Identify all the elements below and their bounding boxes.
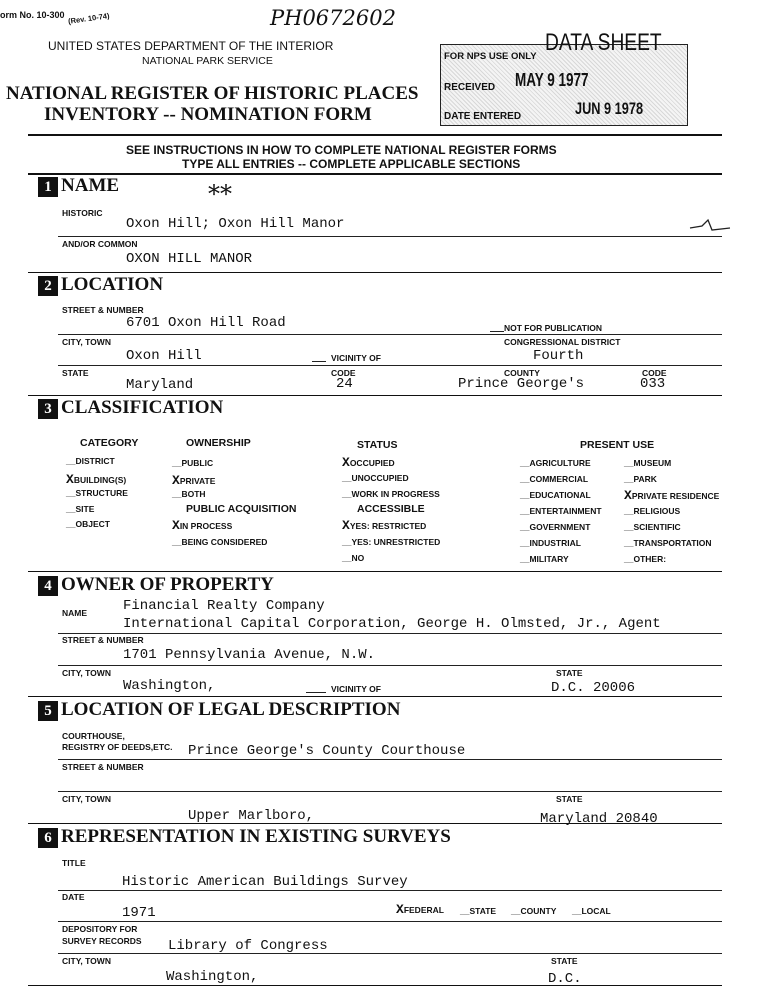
rule [58, 633, 722, 634]
status-unoccupied: __UNOCCUPIED [342, 473, 409, 483]
legal-city-value: Upper Marlboro, [188, 808, 315, 824]
x-mark: X [624, 488, 632, 503]
owner-street-value: 1701 Pennsylvania Avenue, N.W. [123, 647, 376, 663]
rule [58, 759, 722, 760]
state-code-value: 24 [336, 376, 353, 392]
use-park: __PARK [624, 474, 657, 484]
accessible-yes-restricted: XYES: RESTRICTED [342, 518, 427, 533]
common-label: AND/OR COMMON [62, 239, 138, 249]
congressional-district-label: CONGRESSIONAL DISTRICT [504, 337, 621, 347]
category-site: __SITE [66, 504, 95, 514]
section-title-legal-description: LOCATION OF LEGAL DESCRIPTION [61, 699, 401, 720]
section-title-location: LOCATION [61, 274, 164, 295]
county-label: COUNTY [504, 368, 540, 378]
city-label: CITY, TOWN [62, 337, 111, 347]
city-value: Oxon Hill [126, 348, 202, 364]
owner-name-value-2: International Capital Corporation, George H. Olmsted, Jr., Agent [123, 616, 661, 632]
accessible-yes-unrestricted: __YES: UNRESTRICTED [342, 537, 441, 547]
historic-value: Oxon Hill; Oxon Hill Manor [126, 216, 345, 232]
use-educational: __EDUCATIONAL [520, 490, 591, 500]
received-label: RECEIVED [444, 82, 496, 93]
ownership-private: XPRIVATE [172, 473, 216, 488]
owner-name-value-1: Financial Realty Company [123, 598, 325, 614]
status-work-in-progress: __WORK IN PROGRESS [342, 489, 440, 499]
x-mark: X [342, 518, 350, 533]
handwritten-id: PH0672602 [270, 6, 396, 30]
rule [58, 236, 722, 237]
owner-city-value: Washington, [123, 678, 216, 694]
street-value: 6701 Oxon Hill Road [126, 315, 286, 331]
asterisk-annotation: ** [208, 180, 232, 208]
survey-title-label: TITLE [62, 858, 86, 868]
rule [58, 791, 722, 792]
survey-state-value: D.C. [548, 971, 582, 987]
service: NATIONAL PARK SERVICE [142, 55, 273, 67]
x-mark: X [66, 472, 74, 487]
category-heading: CATEGORY [80, 437, 139, 449]
instructions-1: SEE INSTRUCTIONS IN HOW TO COMPLETE NATIONAL REGISTER FORMS [126, 143, 557, 157]
blank [306, 692, 326, 693]
use-transportation: __TRANSPORTATION [624, 538, 712, 548]
form-title-2: INVENTORY -- NOMINATION FORM [44, 104, 372, 125]
rule [58, 953, 722, 954]
accessible-heading: ACCESSIBLE [357, 503, 425, 515]
ownership-both: __BOTH [172, 489, 206, 499]
section-number-6: 6 [38, 828, 58, 848]
section-title-classification: CLASSIFICATION [61, 397, 224, 418]
use-agriculture: __AGRICULTURE [520, 458, 591, 468]
county-code-label: CODE [642, 368, 667, 378]
county-code-value: 033 [640, 376, 666, 392]
survey-city-value: Washington, [166, 969, 259, 985]
common-value: OXON HILL MANOR [126, 251, 253, 267]
section-title-name: NAME [61, 175, 120, 196]
survey-date-label: DATE [62, 892, 85, 902]
courthouse-value: Prince George's County Courthouse [188, 743, 466, 759]
historic-label: HISTORIC [62, 208, 103, 218]
department: UNITED STATES DEPARTMENT OF THE INTERIOR [48, 39, 334, 53]
section-number-2: 2 [38, 276, 58, 296]
header-rule [28, 134, 722, 136]
handwritten-check-mark [688, 216, 732, 236]
form-title-1: NATIONAL REGISTER OF HISTORIC PLACES [6, 83, 419, 104]
use-other: __OTHER: [624, 554, 667, 564]
survey-city-label: CITY, TOWN [62, 956, 111, 966]
category-structure: __STRUCTURE [66, 488, 128, 498]
county-value: Prince George's [458, 376, 585, 392]
rule [58, 665, 722, 666]
owner-street-label: STREET & NUMBER [62, 635, 144, 645]
legal-state-value: Maryland 20840 [540, 811, 658, 827]
vicinity-label: VICINITY OF [331, 353, 381, 363]
section-rule [28, 272, 722, 273]
category-object: __OBJECT [66, 519, 110, 529]
accessible-no: __NO [342, 553, 365, 563]
survey-local: __LOCAL [572, 906, 611, 916]
survey-county: __COUNTY [511, 906, 557, 916]
owner-vicinity-label: VICINITY OF [331, 684, 381, 694]
section-rule [28, 696, 722, 697]
use-entertainment: __ENTERTAINMENT [520, 506, 602, 516]
depository-label-2: SURVEY RECORDS [62, 936, 142, 946]
street-label: STREET & NUMBER [62, 305, 144, 315]
use-religious: __RELIGIOUS [624, 506, 681, 516]
blank [490, 331, 504, 332]
legal-street-label: STREET & NUMBER [62, 762, 144, 772]
received-date: MAY 9 1977 [515, 70, 589, 90]
depository-label-1: DEPOSITORY FOR [62, 924, 138, 934]
section-rule [28, 571, 722, 572]
entered-date: JUN 9 1978 [575, 99, 644, 118]
section-number-5: 5 [38, 701, 58, 721]
section-number-3: 3 [38, 399, 58, 419]
owner-name-label: NAME [62, 608, 88, 618]
owner-city-label: CITY, TOWN [62, 668, 111, 678]
x-mark: X [342, 455, 350, 470]
rule [58, 334, 722, 335]
use-commercial: __COMMERCIAL [520, 474, 589, 484]
section-rule [28, 823, 722, 824]
form-number: orm No. 10-300 [0, 10, 65, 20]
survey-title-value: Historic American Buildings Survey [122, 874, 408, 890]
form-revision: (Rev. 10-74) [67, 11, 110, 26]
section-number-4: 4 [38, 576, 58, 596]
ownership-public: __PUBLIC [172, 458, 214, 468]
ownership-heading: OWNERSHIP [186, 437, 251, 449]
rule [58, 921, 722, 922]
courthouse-label-2: REGISTRY OF DEEDS,ETC. [62, 742, 173, 752]
courthouse-label-1: COURTHOUSE, [62, 731, 125, 741]
acquisition-being-considered: __BEING CONSIDERED [172, 537, 268, 547]
acquisition-in-process: XIN PROCESS [172, 518, 233, 533]
status-heading: STATUS [357, 439, 398, 451]
section-title-owner: OWNER OF PROPERTY [61, 574, 274, 595]
owner-state-label: STATE [556, 668, 583, 678]
use-industrial: __INDUSTRIAL [520, 538, 581, 548]
not-for-publication-label: NOT FOR PUBLICATION [504, 323, 603, 333]
owner-state-value: D.C. 20006 [551, 680, 636, 696]
use-private-residence: XPRIVATE RESIDENCE [624, 488, 720, 503]
data-sheet-stamp: DATA SHEET [545, 29, 662, 56]
public-acquisition-heading: PUBLIC ACQUISITION [186, 503, 297, 515]
status-occupied: XOCCUPIED [342, 455, 395, 470]
legal-state-label: STATE [556, 794, 583, 804]
date-entered-label: DATE ENTERED [444, 111, 522, 122]
blank [312, 361, 326, 362]
section-number-1: 1 [38, 177, 58, 197]
section-title-surveys: REPRESENTATION IN EXISTING SURVEYS [61, 826, 451, 847]
use-military: __MILITARY [520, 554, 569, 564]
legal-city-label: CITY, TOWN [62, 794, 111, 804]
present-use-heading: PRESENT USE [580, 439, 655, 451]
survey-state: __STATE [460, 906, 497, 916]
code-label: CODE [331, 368, 356, 378]
survey-date-value: 1971 [122, 905, 156, 921]
use-government: __GOVERNMENT [520, 522, 591, 532]
state-value: Maryland [126, 377, 194, 393]
survey-federal: XFEDERAL [396, 902, 444, 917]
x-mark: X [172, 518, 180, 533]
rule [58, 365, 722, 366]
state-label: STATE [62, 368, 89, 378]
section-rule [28, 173, 722, 175]
nps-use-stamp [440, 29, 688, 126]
depository-value: Library of Congress [168, 938, 328, 954]
x-mark: X [172, 473, 180, 488]
use-museum: __MUSEUM [624, 458, 672, 468]
survey-state-label: STATE [551, 956, 578, 966]
for-nps-label: FOR NPS USE ONLY [444, 51, 537, 62]
section-rule [28, 985, 722, 986]
rule [58, 890, 722, 891]
use-scientific: __SCIENTIFIC [624, 522, 681, 532]
category-district: __DISTRICT [66, 456, 115, 466]
instructions-2: TYPE ALL ENTRIES -- COMPLETE APPLICABLE SECTIONS [182, 157, 521, 171]
category-buildings: XBUILDING(S) [66, 472, 127, 487]
congressional-district-value: Fourth [533, 348, 584, 364]
section-rule [28, 395, 722, 396]
x-mark: X [396, 902, 404, 917]
